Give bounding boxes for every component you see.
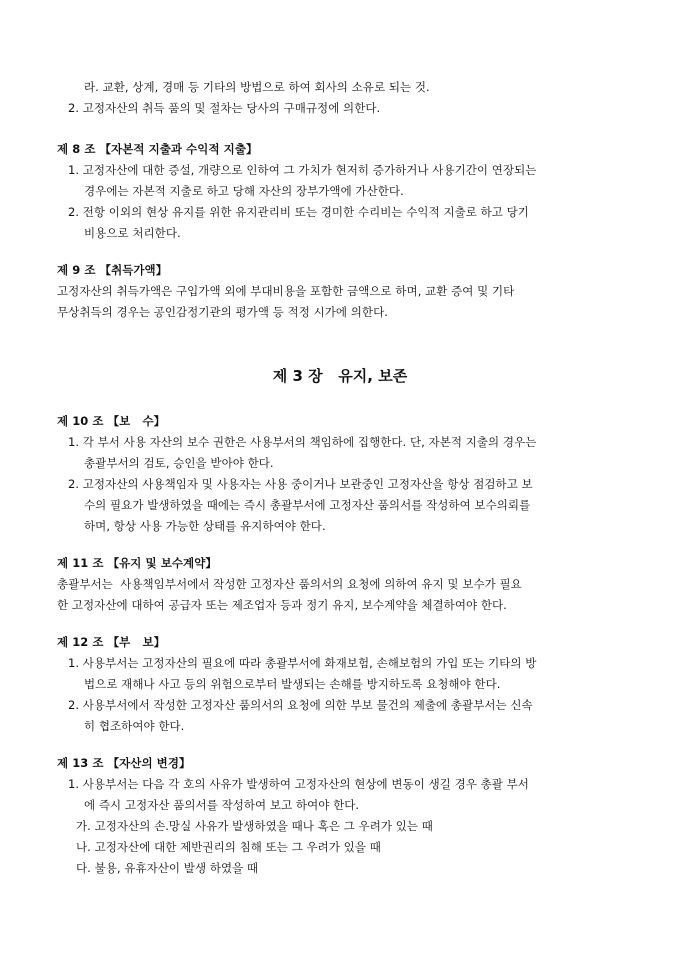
article-9-title: 제 9 조 【취득가액】	[57, 263, 168, 277]
article-13-item-da: 다. 불용, 유휴자산이 발생 하였을 때	[76, 861, 259, 875]
article-12-para-2: 2. 사용부서에서 작성한 고정자산 품의서의 요청에 의한 부보 물건의 제출에 총괄부서는 신속	[68, 698, 533, 712]
article-10-para-2-cont: 수의 필요가 발생하였을 때에는 즉시 총괄부서에 고정자산 품의서를 작성하여 보수의뢰를	[84, 498, 531, 512]
clause-item-2: 2. 고정자산의 취득 품의 및 절차는 당사의 구매규정에 의한다.	[68, 101, 381, 115]
article-12-para-1: 1. 사용부서는 고정자산의 필요에 따라 총괄부서에 화재보험, 손해보험의 가입 또는 기타의 방	[68, 656, 537, 670]
article-8-para-2: 2. 전항 이외의 현상 유지를 위한 유지관리비 또는 경미한 수리비는 수익적 지출로 하고 당기	[68, 205, 529, 219]
clause-item-ra: 라. 교환, 상계, 경매 등 기타의 방법으로 하여 회사의 소유로 되는 것.	[84, 80, 430, 94]
article-13-para-1: 1. 사용부서는 다음 각 호의 사유가 발생하여 고정자산의 현상에 변동이 생길 경우 총괄 부서	[68, 777, 529, 791]
article-8-title: 제 8 조 【자본적 지출과 수익적 지출】	[57, 142, 258, 156]
article-13-para-1-cont: 에 즉시 고정자산 품의서를 작성하여 보고 하여야 한다.	[84, 798, 360, 812]
article-10-para-2: 2. 고정자산의 사용책임자 및 사용자는 사용 중이거나 보관중인 고정자산을 항상 점검하고 보	[68, 477, 533, 491]
article-13-item-ga: 가. 고정자산의 손.망실 사유가 발생하였을 때나 혹은 그 우려가 있는 때	[76, 819, 433, 833]
article-13-title: 제 13 조 【자산의 변경】	[57, 756, 191, 770]
article-8-para-1-cont: 경우에는 자본적 지출로 하고 당해 자산의 장부가액에 가산한다.	[84, 184, 404, 198]
article-12-title: 제 12 조 【부 보】	[57, 635, 166, 649]
article-11-text-cont: 한 고정자산에 대하여 공급자 또는 제조업자 등과 정기 유지, 보수계약을 체결하여야 한다.	[57, 598, 507, 612]
article-8-para-1: 1. 고정자산에 대한 증설, 개량으로 인하여 그 가치가 현저히 증가하거나 사용기간이 연장되는	[68, 163, 537, 177]
article-12-para-2-cont: 히 협조하여야 한다.	[84, 719, 185, 733]
article-10-para-1: 1. 각 부서 사용 자산의 보수 권한은 사용부서의 책임하에 집행한다. 단, 자본적 지출의 경우는	[68, 435, 537, 449]
article-11-title: 제 11 조 【유지 및 보수계약】	[57, 556, 217, 570]
article-10-para-2-cont2: 하며, 항상 사용 가능한 상태를 유지하여야 한다.	[84, 519, 326, 533]
article-8-para-2-cont: 비용으로 처리한다.	[84, 226, 181, 240]
chapter-title: 제 3 장 유지, 보존	[272, 367, 408, 385]
article-10-title: 제 10 조 【보 수】	[57, 414, 166, 428]
article-12-para-1-cont: 법으로 재해나 사고 등의 위험으로부터 발생되는 손해를 방지하도록 요청해야 한다.	[84, 677, 501, 691]
article-9-text: 고정자산의 취득가액은 구입가액 외에 부대비용을 포함한 금액으로 하며, 교환 증여 및 기타	[57, 284, 515, 298]
article-9-text-cont: 무상취득의 경우는 공인감정기관의 평가액 등 적정 시가에 의한다.	[57, 305, 388, 319]
article-13-item-na: 나. 고정자산에 대한 제반권리의 침해 또는 그 우려가 있을 때	[76, 840, 381, 854]
article-10-para-1-cont: 총괄부서의 검토, 승인을 받아야 한다.	[84, 456, 274, 470]
article-11-text: 총괄부서는 사용책임부서에서 작성한 고정자산 품의서의 요청에 의하여 유지 및 보수가 필요	[57, 577, 522, 591]
